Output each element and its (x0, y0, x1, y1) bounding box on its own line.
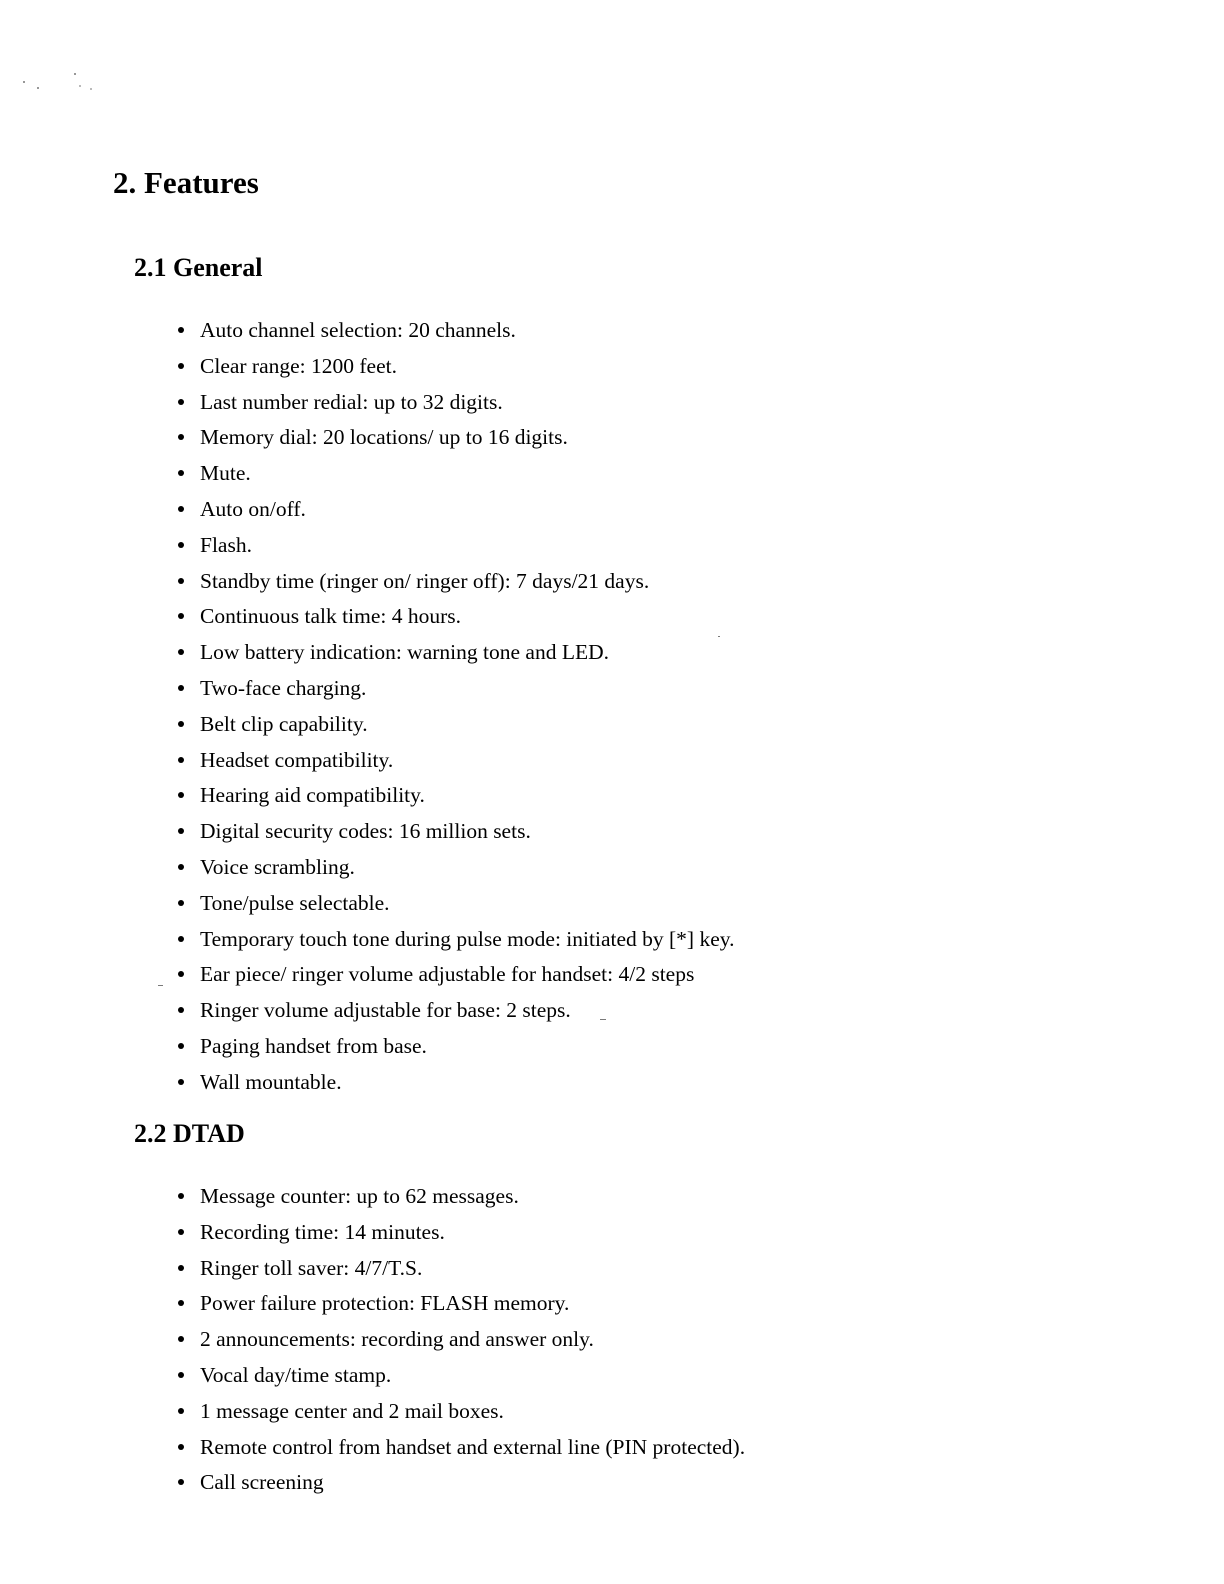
list-item (176, 708, 734, 744)
feature-list-dtad (176, 1180, 745, 1502)
list-item (176, 994, 734, 1030)
list-item (176, 314, 734, 350)
list-item-text: Hearing aid compatibility. (200, 783, 425, 808)
scan-artifact (600, 1019, 606, 1020)
list-item-text: Ringer volume adjustable for base: 2 steps. (200, 998, 571, 1023)
list-item (176, 1180, 745, 1216)
bullet-icon (178, 1079, 184, 1085)
list-item-text: Low battery indication: warning tone and LED. (200, 640, 609, 665)
list-item-text: Memory dial: 20 locations/ up to 16 digits. (200, 425, 568, 450)
bullet-icon (178, 1043, 184, 1049)
list-item (176, 565, 734, 601)
list-item (176, 887, 734, 923)
list-item-text: Vocal day/time stamp. (200, 1362, 392, 1387)
scan-specks (20, 68, 100, 96)
list-item-text: Two-face charging. (200, 675, 367, 700)
list-item-text: Clear range: 1200 feet. (200, 353, 397, 378)
list-item-text: Auto on/off. (200, 496, 306, 521)
bullet-icon (178, 434, 184, 440)
scan-artifact (718, 636, 720, 637)
scan-artifact (158, 985, 163, 986)
list-item-text: Tone/pulse selectable. (200, 890, 390, 915)
list-item (176, 1466, 745, 1502)
feature-list-general (176, 314, 734, 1102)
bullet-icon (178, 649, 184, 655)
bullet-icon (178, 1193, 184, 1199)
list-item-text: Temporary touch tone during pulse mode: initiated by [*] key. (200, 926, 735, 951)
section-heading-general: 2.1 General (134, 253, 263, 282)
list-item-text: Auto channel selection: 20 channels. (200, 318, 516, 342)
list-item-text: Belt clip capability. (200, 711, 368, 736)
list-item (176, 421, 734, 457)
list-item (176, 493, 734, 529)
bullet-icon (178, 542, 184, 548)
list-item-text: Continuous talk time: 4 hours. (200, 604, 461, 629)
list-item (176, 529, 734, 565)
list-item-text: Standby time (ringer on/ ringer off): 7 days/21 days. (200, 568, 650, 593)
list-item-text: Call screening (200, 1470, 324, 1495)
list-item-text: Last number redial: up to 32 digits. (200, 389, 503, 414)
list-item (176, 600, 734, 636)
section-heading-dtad: 2.2 DTAD (134, 1119, 245, 1148)
list-item (176, 1359, 745, 1395)
list-item-text: Ear piece/ ringer volume adjustable for handset: 4/2 steps (200, 962, 695, 987)
list-item (176, 350, 734, 386)
bullet-icon (178, 327, 184, 333)
list-item-text: Paging handset from base. (200, 1033, 427, 1058)
list-item (176, 923, 734, 959)
bullet-icon (178, 721, 184, 727)
list-item-text: Mute. (200, 461, 251, 486)
list-item-text: Wall mountable. (200, 1069, 342, 1094)
bullet-icon (178, 685, 184, 691)
page-title: 2. Features (113, 165, 259, 200)
list-item (176, 1323, 745, 1359)
list-item-text: Voice scrambling. (200, 854, 355, 879)
list-item (176, 1431, 745, 1467)
list-item (176, 457, 734, 493)
list-item (176, 958, 734, 994)
bullet-icon (178, 1265, 184, 1271)
list-item (176, 1030, 734, 1066)
bullet-icon (178, 1408, 184, 1414)
list-item-text: Flash. (200, 532, 252, 557)
bullet-icon (178, 1444, 184, 1450)
bullet-icon (178, 1229, 184, 1235)
list-item-text: 2 announcements: recording and answer only. (200, 1327, 594, 1352)
bullet-icon (178, 1479, 184, 1485)
list-item-text: Message counter: up to 62 messages. (200, 1184, 519, 1208)
bullet-icon (178, 864, 184, 870)
list-item-text: Remote control from handset and external line (PIN protected). (200, 1434, 746, 1459)
list-item (176, 1216, 745, 1252)
bullet-icon (178, 792, 184, 798)
list-item (176, 744, 734, 780)
bullet-icon (178, 363, 184, 369)
list-item (176, 636, 734, 672)
bullet-icon (178, 1300, 184, 1306)
list-item (176, 1395, 745, 1431)
list-item (176, 779, 734, 815)
bullet-icon (178, 578, 184, 584)
list-item (176, 386, 734, 422)
bullet-icon (178, 900, 184, 906)
list-item (176, 672, 734, 708)
list-item-text: Headset compatibility. (200, 747, 394, 772)
bullet-icon (178, 757, 184, 763)
list-item-text: Digital security codes: 16 million sets. (200, 819, 531, 844)
bullet-icon (178, 399, 184, 405)
list-item (176, 851, 734, 887)
bullet-icon (178, 506, 184, 512)
bullet-icon (178, 613, 184, 619)
list-item-text: Ringer toll saver: 4/7/T.S. (200, 1255, 423, 1280)
list-item (176, 1066, 734, 1102)
bullet-icon (178, 828, 184, 834)
list-item-text: Power failure protection: FLASH memory. (200, 1291, 570, 1316)
bullet-icon (178, 1007, 184, 1013)
list-item-text: Recording time: 14 minutes. (200, 1219, 445, 1244)
bullet-icon (178, 1372, 184, 1378)
list-item (176, 1252, 745, 1288)
bullet-icon (178, 470, 184, 476)
list-item (176, 815, 734, 851)
bullet-icon (178, 971, 184, 977)
list-item (176, 1287, 745, 1323)
bullet-icon (178, 936, 184, 942)
bullet-icon (178, 1336, 184, 1342)
list-item-text: 1 message center and 2 mail boxes. (200, 1398, 504, 1423)
